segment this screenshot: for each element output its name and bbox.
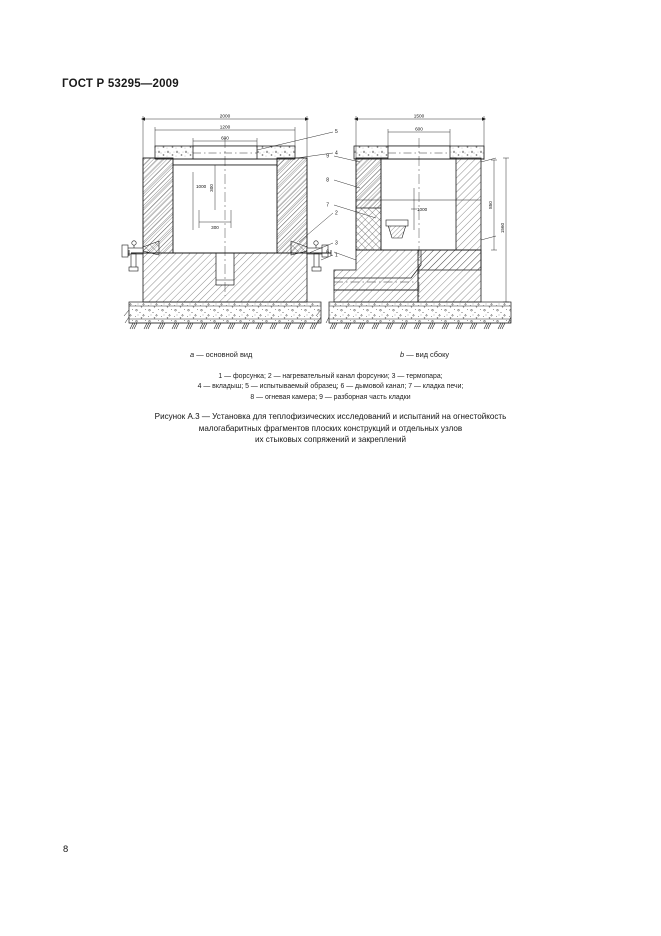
technical-drawing-svg xyxy=(121,110,541,345)
view-a-dim-2000-text: 2000 xyxy=(219,113,230,119)
view-a-dim-1000-text: 1000 xyxy=(195,184,206,189)
view-a-letter: a xyxy=(190,350,195,359)
caption-line-2: малогабаритных фрагментов плоских конструкций и отдельных узлов xyxy=(198,423,463,433)
view-b-group xyxy=(326,114,511,330)
view-a-callout-3: 3 xyxy=(334,240,338,247)
page-header-standard-number: ГОСТ Р 53295—2009 xyxy=(62,78,179,90)
legend-line-3: 8 — огневая камера; 9 — разборная часть кладки xyxy=(250,393,411,401)
view-b-dim-1560-text: 1560 xyxy=(499,222,505,234)
view-b-description: вид сбоку xyxy=(415,350,450,359)
legend-line-2: 4 — вкладыш; 5 — испытываемый образец; 6 — дымовой канал; 7 — кладка печи; xyxy=(197,383,464,391)
view-a-callout-5: 5 xyxy=(334,129,338,135)
view-b-callout-8: 8 xyxy=(325,177,329,184)
view-a-dim-600-text: 600 xyxy=(220,135,229,141)
view-b-dim-600-text: 600 xyxy=(414,126,423,132)
view-b-removable-masonry xyxy=(356,158,381,208)
view-a-description: основной вид xyxy=(205,350,253,359)
view-b-callout-9: 9 xyxy=(325,153,329,160)
caption-line-1: Рисунок А.3 — Установка для теплофизических исследований и испытаний на огнестойкость xyxy=(154,412,507,421)
view-a-callout-2: 2 xyxy=(334,210,338,217)
view-b-dim-1500-text: 1500 xyxy=(413,113,424,119)
caption-line-3: их стыковых сопряжений и закреплений xyxy=(254,435,407,445)
view-a-callout-1: 1 xyxy=(334,252,338,259)
view-b-dim-1000-text: 1000 xyxy=(416,207,427,212)
view-a-label xyxy=(190,350,252,359)
view-b-callout-6: 6 xyxy=(325,249,329,256)
view-b-dash: — xyxy=(406,350,414,359)
view-a-callout-4: 4 xyxy=(334,150,338,157)
view-a-dim-1200-text: 1200 xyxy=(219,124,230,130)
view-b-letter: b xyxy=(400,350,405,359)
view-a-foundation-slab xyxy=(129,302,321,323)
view-a-dim-300-vert-text: 300 xyxy=(208,184,214,192)
view-b-right-base xyxy=(418,250,481,302)
view-b-label xyxy=(400,350,449,359)
view-b-foundation-slab xyxy=(329,302,511,323)
view-b-callout-7: 7 xyxy=(325,202,329,209)
view-a-group xyxy=(122,114,338,330)
view-a-dash: — xyxy=(196,350,204,359)
view-b-dim-850-text: 850 xyxy=(487,201,493,209)
figure-a3-drawing xyxy=(0,110,661,345)
legend-line-1: 1 — форсунка; 2 — нагревательный канал форсунки; 3 — термопара; xyxy=(218,373,443,380)
figure-legend xyxy=(0,372,661,403)
figure-caption xyxy=(0,411,661,446)
page-number: 8 xyxy=(63,843,69,854)
view-a-dim-300-horz-text: 300 xyxy=(210,225,219,230)
